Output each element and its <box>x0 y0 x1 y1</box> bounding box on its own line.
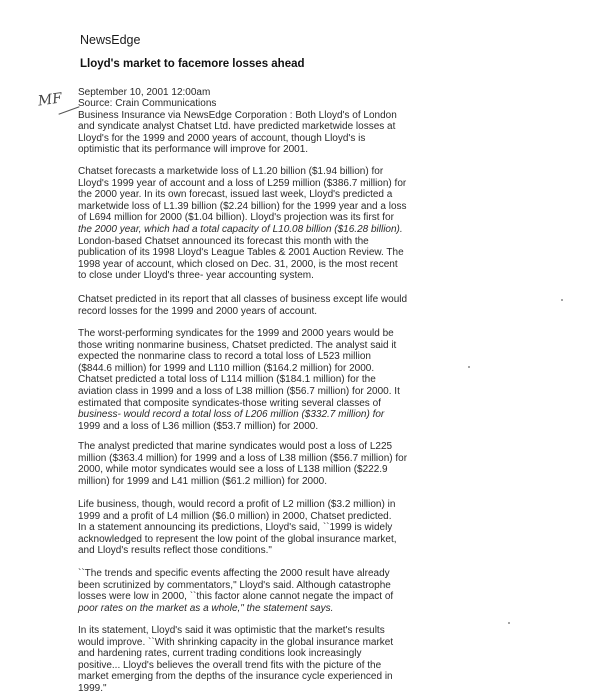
paragraph-line: In a statement announcing its predictions, Lloyd's said, ``1999 is widely <box>78 522 393 534</box>
handwritten-stroke <box>58 106 79 114</box>
article-paragraph <box>78 441 528 487</box>
intro-line: and syndicate analyst Chatset Ltd. have predicted marketwide losses at <box>78 121 396 133</box>
source-name: NewsEdge <box>80 33 141 47</box>
paragraph-line: million ($363.4 million) for 1999 and a loss of L38 million ($56.7 million) for <box>78 452 408 464</box>
paragraph-line: estimated that composite syndicates-those writing several classes of <box>78 397 381 409</box>
scan-speck <box>561 299 563 301</box>
paragraph-line: The analyst predicted that marine syndicates would post a loss of L225 <box>78 441 393 452</box>
paragraph-line: marketwide loss of L1.39 billion ($2.24 billion) for the 1999 year and a loss <box>78 200 407 212</box>
paragraph-line: 1999." <box>78 682 107 694</box>
paragraph-line: and Lloyd's results reflect those conditions." <box>78 545 272 557</box>
article-date: September 10, 2001 12:00am <box>78 87 211 98</box>
paragraph-line: 1999 and a profit of L4 million ($6.0 million) in 2000, Chatset predicted. <box>78 510 392 522</box>
paragraph-line: Chatset predicted in its report that all classes of business except life would <box>78 294 408 305</box>
paragraph-line: The worst-performing syndicates for the 1999 and 2000 years would be <box>78 328 394 339</box>
paragraph-line: Life business, though, would record a profit of L2 million ($3.2 million) in <box>78 499 396 510</box>
paragraph-line: poor rates on the market as a whole," the statement says. <box>78 602 334 614</box>
article-source: Source: Crain Communications <box>78 98 217 110</box>
scan-speck <box>508 622 510 624</box>
intro-line: Business Insurance via NewsEdge Corporation : Both Lloyd's of London <box>78 109 397 121</box>
paragraph-line: acknowledged to represent the low point of the global insurance market, <box>78 533 397 545</box>
paragraph-line: million) for 1999 and L41 million ($61.2 million) for 2000. <box>78 475 328 487</box>
paragraph-line: those writing nonmarine business, Chatset predicted. The analyst said it <box>78 339 397 351</box>
paragraph-line: ``The trends and specific events affecting the 2000 result have already <box>78 568 390 579</box>
paragraph-line: ($844.6 million) for 1999 and L110 million ($164.2 million) for 2000. <box>78 362 375 374</box>
paragraph-line: 2000, while motor syndicates would see a loss of L138 million ($222.9 <box>78 464 388 476</box>
handwritten-initials: MF <box>37 90 64 110</box>
paragraph-line: London-based Chatset announced its forecast this month with the <box>78 235 369 247</box>
paragraph-line: Chatset predicted a total loss of L114 million ($184.1 million) for the <box>78 374 376 386</box>
intro-line: Lloyd's for the 1999 and 2000 years of account, though Lloyd's is <box>78 132 366 144</box>
article-paragraph <box>78 625 528 695</box>
paragraph-line: been scrutinized by commentators," Lloyd's said. Although catastrophe <box>78 579 391 591</box>
paragraph-line: record losses for the 1999 and 2000 years of account. <box>78 305 318 317</box>
paragraph-line: In its statement, Lloyd's said it was optimistic that the market's results <box>78 625 385 636</box>
headline: Lloyd's market to facemore losses ahead <box>80 58 305 70</box>
paragraph-line: expected the nonmarine class to record a total loss of L523 million <box>78 351 371 363</box>
paragraph-line: to close under Lloyd's three- year accounting system. <box>78 270 314 282</box>
paragraph-line: business- would record a total loss of L206 million ($332.7 million) for <box>78 409 385 421</box>
paragraph-line: publication of its 1998 Lloyd's League Tables & 2001 Auction Review. The <box>78 247 404 259</box>
paragraph-line: would improve. ``With shrinking capacity in the global insurance market <box>78 636 394 648</box>
article-paragraph <box>78 294 528 317</box>
article-paragraph <box>78 499 528 557</box>
paragraph-line: Lloyd's 1999 year of account and a loss of L259 million ($386.7 million) for <box>78 177 407 189</box>
paragraph-line: and hardening rates, current trading conditions look increasingly <box>78 648 362 660</box>
article-paragraph <box>78 328 528 432</box>
paragraph-line: positive... Lloyd's believes the overall trend fits with the picture of the <box>78 659 382 671</box>
paragraph-line: Chatset forecasts a marketwide loss of L1.20 billion ($1.94 billion) for <box>78 166 384 177</box>
article-paragraph <box>78 166 528 282</box>
paragraph-line: 1999 and a loss of L36 million ($53.7 million) for 2000. <box>78 420 319 432</box>
paragraph-line: of L694 million for 2000 ($1.04 billion). Lloyd's projection was its first for <box>78 212 394 224</box>
article-meta <box>78 87 518 155</box>
intro-line: optimistic that its performance will improve for 2001. <box>78 144 309 156</box>
paragraph-line: the 2000 year. In its own forecast, issued last week, Lloyd's predicted a <box>78 189 393 201</box>
paragraph-line: the 2000 year, which had a total capacity of L10.08 billion ($16.28 billion). <box>78 223 403 235</box>
scan-speck <box>468 366 470 368</box>
paragraph-line: aviation class in 1999 and a loss of L38 million ($56.7 million) for 2000. It <box>78 385 400 397</box>
paragraph-line: losses were low in 2000, ``this factor alone cannot negate the impact of <box>78 591 394 603</box>
article-paragraph <box>78 568 528 614</box>
paragraph-line: market emerging from the depths of the insurance cycle experienced in <box>78 671 393 683</box>
paragraph-line: 1998 year of account, which closed on Dec. 31, 2000, is the most recent <box>78 258 398 270</box>
